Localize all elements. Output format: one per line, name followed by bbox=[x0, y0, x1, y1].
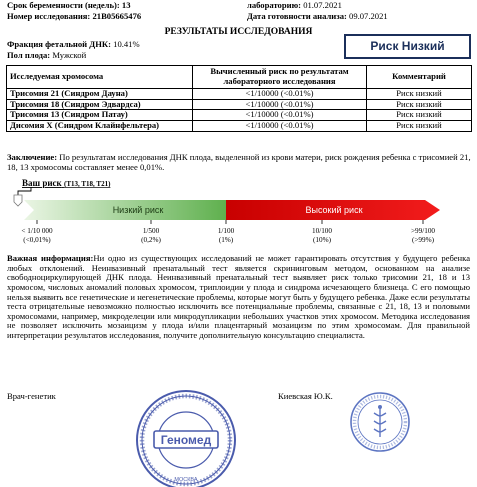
risk-pointer-icon bbox=[14, 195, 22, 206]
fetal-sex-label: Пол плода: bbox=[7, 50, 51, 60]
tick-pct-label: (1%) bbox=[218, 236, 234, 244]
genomed-stamp-icon bbox=[134, 388, 238, 487]
important-label: Важная информация: bbox=[7, 253, 94, 263]
low-risk-label: Низкий риск bbox=[112, 205, 164, 215]
lab-date-label: лабораторию: bbox=[247, 0, 302, 10]
conclusion-text: По результатам исследования ДНК плода, выделенной из крови матери, риск рождения ребенка с трисомией 21, 18, 13 хромосомы составляет менее 0,01%. bbox=[7, 152, 471, 172]
comment-cell: Риск низкий bbox=[367, 120, 472, 131]
high-risk-label: Высокий риск bbox=[305, 205, 363, 215]
tick-ratio-label: < 1/10 000 bbox=[21, 227, 53, 235]
tick-ratio-label: 1/500 bbox=[142, 227, 160, 235]
pointer-line bbox=[18, 187, 31, 195]
doctor-name: Киевская Ю.К. bbox=[278, 391, 333, 401]
chromosome-cell: Дисомия X (Синдром Клайнфельтера) bbox=[7, 120, 193, 131]
lab-date-value: 01.07.2021 bbox=[303, 0, 342, 10]
risk-cell: <1/10000 (<0.01%) bbox=[193, 89, 367, 100]
risk-summary-badge: Риск Низкий bbox=[344, 34, 471, 59]
doctor-role: Врач-генетик bbox=[7, 391, 56, 401]
results-title: РЕЗУЛЬТАТЫ ИССЛЕДОВАНИЯ bbox=[164, 27, 313, 37]
study-number-value: 21B05665476 bbox=[92, 11, 142, 21]
risk-cell: <1/10000 (<0.01%) bbox=[193, 110, 367, 121]
comment-cell: Риск низкий bbox=[367, 99, 472, 110]
table-row bbox=[7, 110, 472, 121]
chromosome-cell: Трисомия 18 (Синдром Эдвардса) bbox=[7, 99, 193, 110]
stamp-logo-text: Геномед bbox=[160, 433, 212, 447]
conclusion-label: Заключение: bbox=[7, 152, 58, 162]
scale-title: Ваш риск (T13, T18, T21) bbox=[22, 178, 111, 188]
gestation-value: 13 bbox=[121, 0, 131, 10]
column-header-comment: Комментарий bbox=[367, 66, 472, 89]
column-header-chromosome: Исследуемая хромосома bbox=[7, 66, 193, 89]
chromosome-cell: Трисомия 13 (Синдром Патау) bbox=[7, 110, 193, 121]
comment-cell: Риск низкий bbox=[367, 110, 472, 121]
study-number-line bbox=[7, 12, 141, 23]
fetal-fraction-value: 10.41% bbox=[113, 39, 140, 49]
ready-date-label: Дата готовности анализа: bbox=[247, 11, 347, 21]
table-row bbox=[7, 99, 472, 110]
header-left bbox=[7, 1, 141, 23]
table-header-row bbox=[7, 66, 472, 89]
risk-cell: <1/10000 (<0.01%) bbox=[193, 99, 367, 110]
important-text: Ни одно из существующих исследований не может гарантировать отсутствия у будущего ребенка любых отклонений. Неинвазивный пренатальный тест является скрининговым методом, основанном на анализе свободноциркулирующей ДНК плода. Неинвазивный пренатальный тест выявляет риск только трисомии 21, 18 и 13 хромосом, числовых аномалий половых хромосом, триплоидии у плода и синдрома исчезающего близнеца. С его помощью нельзя выявить все генетические и негенетические проблемы, которые могут быть у будущего ребенка. Даже если результаты теста отрицательные невозможно полностью исключить все потенциальные проблемы, связанные с 21, 18, 13 и половыми хромосомами, например, микроделеции или микродупликации небольших участков этих хромосом. Методика исследования не позволяет исключить мозаицизм у плода и/или плацентарный мозаицизм по этим хромосомам. Для правильной интерпретации результатов исследования, получите дополнительную консультацию специалиста. bbox=[7, 253, 471, 340]
fetal-fraction-label: Фракция фетальной ДНК: bbox=[7, 39, 111, 49]
tick-ratio-label: 1/100 bbox=[217, 227, 235, 235]
risk-cell: <1/10000 (<0.01%) bbox=[193, 120, 367, 131]
column-header-risk: Вычисленный риск по результатам лабораторного исследования bbox=[193, 66, 367, 89]
doctor-seal-icon bbox=[349, 391, 411, 453]
tick-pct-label: (>99%) bbox=[411, 236, 435, 244]
tick-pct-label: (10%) bbox=[313, 236, 331, 244]
gestation-label: Срок беременности (недель): bbox=[7, 0, 120, 10]
stamp-city-text: МОСКВА bbox=[174, 477, 198, 483]
chromosome-cell: Трисомия 21 (Синдром Дауна) bbox=[7, 89, 193, 100]
results-table bbox=[6, 65, 472, 132]
conclusion bbox=[7, 153, 472, 172]
tick-ratio-label: 10/100 bbox=[312, 227, 332, 235]
ready-date-line bbox=[247, 12, 388, 23]
table-row bbox=[7, 120, 472, 131]
tick-pct-label: (0,2%) bbox=[141, 236, 161, 244]
risk-scale bbox=[0, 176, 477, 252]
scale-ticks bbox=[37, 220, 423, 224]
study-number-label: Номер исследования: bbox=[7, 11, 91, 21]
tick-ratio-label: >99/100 bbox=[410, 227, 436, 235]
fetal-fraction-line bbox=[7, 40, 140, 50]
important-information bbox=[7, 254, 470, 341]
tick-pct-label: (<0,01%) bbox=[23, 236, 51, 244]
table-row bbox=[7, 89, 472, 100]
ready-date-value: 09.07.2021 bbox=[349, 11, 388, 21]
fetal-sex-value: Мужской bbox=[52, 50, 87, 60]
header-right bbox=[247, 1, 388, 23]
fetal-sex-line bbox=[7, 51, 86, 61]
comment-cell: Риск низкий bbox=[367, 89, 472, 100]
